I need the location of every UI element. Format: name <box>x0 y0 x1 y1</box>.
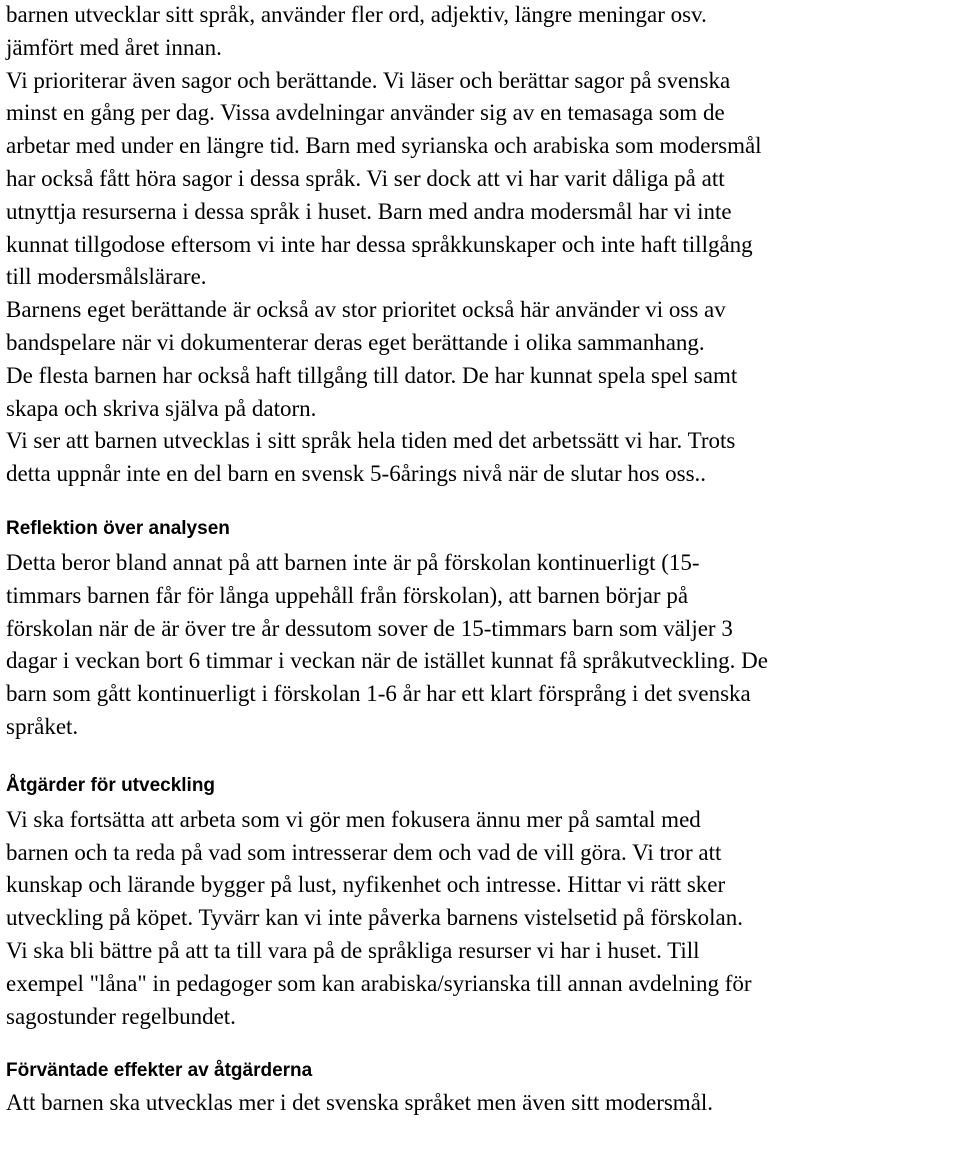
text-line: kunnat tillgodose eftersom vi inte har dessa språkkunskaper och inte haft tillgång <box>6 231 753 257</box>
section-heading-atgarder: Åtgärder för utveckling <box>6 774 216 796</box>
text-line: kunskap och lärande bygger på lust, nyfikenhet och intresse. Hittar vi rätt sker <box>6 872 726 898</box>
text-line: utnyttja resurserna i dessa språk i huset. Barn med andra modersmål har vi inte <box>6 198 732 224</box>
atgarder-paragraph <box>6 804 956 1034</box>
text-line: har också fått höra sagor i dessa språk. Vi ser dock att vi har varit dåliga på att <box>6 165 725 191</box>
text-line: Vi prioriterar även sagor och berättande. Vi läser och berättar sagor på svenska <box>6 67 731 93</box>
text-line: arbetar med under en längre tid. Barn med syrianska och arabiska som modersmål <box>6 133 762 159</box>
text-line: utveckling på köpet. Tyvärr kan vi inte påverka barnens vistelsetid på förskolan. <box>6 905 743 931</box>
text-line: skapa och skriva själva på datorn. <box>6 395 317 421</box>
text-line: bandspelare när vi dokumenterar deras eget berättande i olika sammanhang. <box>6 329 705 355</box>
text-line: sagostunder regelbundet. <box>6 1003 236 1029</box>
intro-paragraph <box>6 0 956 491</box>
text-line: förskolan när de är över tre år dessutom sover de 15-timmars barn som väljer 3 <box>6 615 733 641</box>
text-line: jämfört med året innan. <box>6 34 222 60</box>
text-line: till modersmålslärare. <box>6 264 207 290</box>
reflektion-paragraph <box>6 547 956 744</box>
section-heading-reflektion: Reflektion över analysen <box>6 517 230 539</box>
text-line: språket. <box>6 713 79 739</box>
text-line: Vi ska fortsätta att arbeta som vi gör men fokusera ännu mer på samtal med <box>6 806 701 832</box>
text-line: exempel "låna" in pedagoger som kan arabiska/syrianska till annan avdelning för <box>6 970 752 996</box>
text-line: timmars barnen får för långa uppehåll från förskolan), att barnen börjar på <box>6 582 689 608</box>
text-line: Att barnen ska utvecklas mer i det svenska språket men även sitt modersmål. <box>6 1090 714 1116</box>
text-line: detta uppnår inte en del barn en svensk 5-6årings nivå när de slutar hos oss.. <box>6 461 707 487</box>
section-heading-effekter: Förväntade effekter av åtgärderna <box>6 1060 313 1082</box>
text-line: barn som gått kontinuerligt i förskolan 1-6 år har ett klart försprång i det svenska <box>6 681 751 707</box>
effekter-paragraph <box>6 1087 956 1120</box>
document-page <box>6 0 956 1120</box>
text-line: barnen och ta reda på vad som intresserar dem och vad de vill göra. Vi tror att <box>6 839 722 865</box>
text-line: minst en gång per dag. Vissa avdelningar använder sig av en temasaga som de <box>6 100 725 126</box>
text-line: De flesta barnen har också haft tillgång till dator. De har kunnat spela spel samt <box>6 362 738 388</box>
text-line: Vi ser att barnen utvecklas i sitt språk hela tiden med det arbetssätt vi har. Trots <box>6 428 736 454</box>
text-line: Barnens eget berättande är också av stor prioritet också här använder vi oss av <box>6 297 726 323</box>
text-line: barnen utvecklar sitt språk, använder fler ord, adjektiv, längre meningar osv. <box>6 2 707 27</box>
text-line: Vi ska bli bättre på att ta till vara på de språkliga resurser vi har i huset. Till <box>6 937 700 963</box>
text-line: dagar i veckan bort 6 timmar i veckan när de istället kunnat få språkutveckling. De <box>6 648 768 674</box>
text-line: Detta beror bland annat på att barnen inte är på förskolan kontinuerligt (15- <box>6 549 700 575</box>
